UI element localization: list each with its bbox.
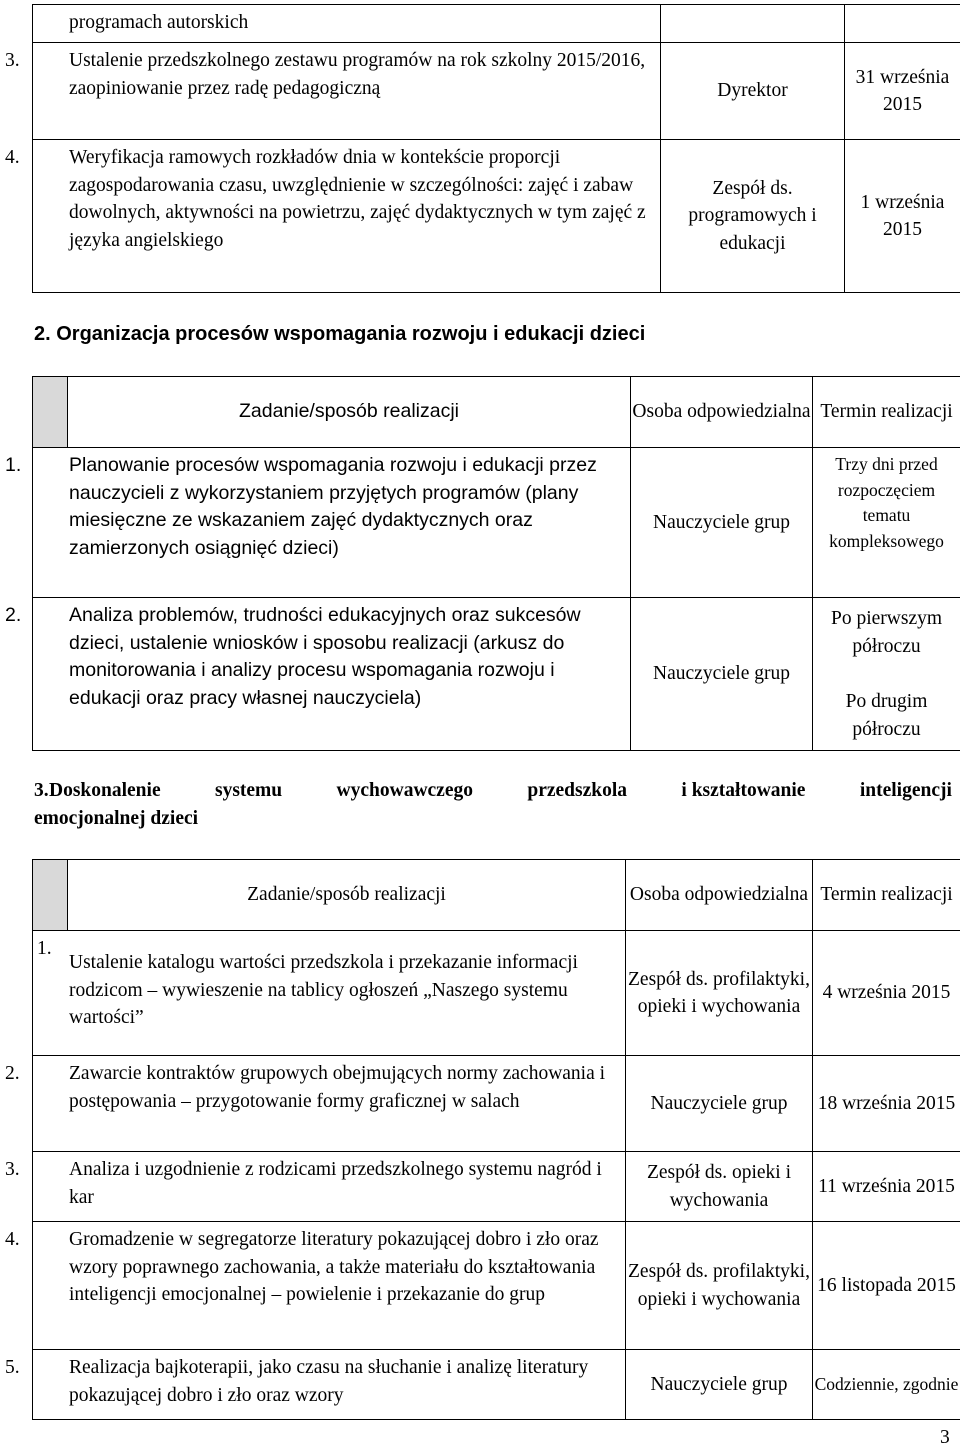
term-cell [845,5,960,43]
term-cell [813,1152,960,1222]
task-cell [33,931,626,1056]
task-cell [5,43,661,140]
responsible-person: Nauczyciele grup [653,511,790,533]
task-text: Analiza i uzgodnienie z rodzicami przedszkolnego systemu nagród i kar [69,1159,602,1208]
table-row [33,1350,960,1420]
deadline: 31 września 2015 [855,66,950,115]
person-cell [661,5,845,43]
table-row [33,1222,960,1350]
header-number-cell [33,860,68,931]
responsible-person: Zespół ds. profilaktyki, opieki i wychowania [628,1261,810,1310]
term-cell [813,448,960,598]
section-2-heading: 2. Organizacja procesów wspomagania rozwoju i edukacji dzieci [34,323,646,345]
table-header-row [33,860,960,931]
top-table [5,4,960,293]
person-cell [626,1152,813,1222]
deadline: 1 września 2015 [860,191,945,240]
term-cell [813,931,960,1056]
header-person: Osoba odpowiedzialna [631,377,813,448]
header-number-cell [33,377,68,448]
person-cell [661,43,845,140]
deadline: Po pierwszym półroczu [830,608,943,657]
term-cell [813,1350,960,1420]
deadline: Codziennie, zgodnie [814,1373,959,1394]
table-row [33,598,960,751]
table-row [33,140,960,293]
table-row [33,1152,960,1222]
task-cell [5,1350,626,1420]
section-3-table [5,859,960,1420]
responsible-person: Dyrektor [717,80,788,102]
deadline: 18 września 2015 [817,1092,956,1114]
header-task: Zadanie/sposób realizacji [68,377,631,448]
task-cell [5,1152,626,1222]
task-text: Weryfikacja ramowych rozkładów dnia w kontekście proporcji zagospodarowania czasu, uwzględnienie w szczególności: zajęć i zabaw dowolnych, aktywności na powietrzu, zajęć dydaktycznych w tym zajęć z języka angielskiego [69,147,646,251]
term-cell [813,598,960,751]
task-text: Planowanie procesów wspomagania rozwoju i edukacji przez nauczycieli z wykorzystaniem przyjętych programów (plany miesięczne ze wskazaniem zajęć dydaktycznych oraz zamierzonych osiągnięć dzieci) [69,454,597,559]
row-number: 2. [5,1063,20,1084]
section-3-heading-line2: emocjonalnej dzieci [34,807,199,829]
row-number: 4. [5,147,20,168]
task-cell [5,1056,626,1152]
row-number: 2. [5,604,22,626]
task-text: Zawarcie kontraktów grupowych obejmujących normy zachowania i postępowania – przygotowanie formy graficznej w salach [69,1063,606,1112]
person-cell [661,140,845,293]
task-cell [5,598,631,751]
deadline: Po drugim półroczu [845,691,928,740]
task-text: Realizacja bajkoterapii, jako czasu na słuchanie i analizę literatury pokazującej dobro i zło oraz wzory [69,1357,589,1406]
responsible-person: Zespół ds. opieki i wychowania [646,1162,792,1211]
row-number: 5. [5,1357,20,1378]
deadline: Trzy dni przed rozpoczęciem tematu kompleksowego [829,454,944,551]
person-cell [626,1056,813,1152]
term-cell [813,1056,960,1152]
task-cell [5,448,631,598]
deadline: 4 września 2015 [822,982,951,1004]
section-3-heading [34,777,952,832]
deadline: 11 września 2015 [818,1175,955,1197]
header-term: Termin realizacji [813,860,960,931]
task-cell [33,5,661,43]
row-number: 4. [5,1229,20,1250]
term-cell [813,1222,960,1350]
header-person: Osoba odpowiedzialna [626,860,813,931]
person-cell [631,598,813,751]
task-cell [5,1222,626,1350]
deadline: 16 listopada 2015 [817,1274,956,1296]
task-text: Ustalenie katalogu wartości przedszkola i przekazanie informacji rodzicom – wywieszenie na tablicy ogłoszeń „Naszego systemu wartości” [69,952,578,1028]
responsible-person: Nauczyciele grup [653,663,790,685]
table-row [33,448,960,598]
task-text: Ustalenie przedszkolnego zestawu programów na rok szkolny 2015/2016, zaopiniowanie przez radę pedagogiczną [69,50,646,99]
term-cell [845,43,960,140]
task-text: Analiza problemów, trudności edukacyjnych oraz sukcesów dzieci, ustalenie wniosków i sposobu realizacji (arkusz do monitorowania i analizy procesu wspomagania rozwoju i edukacji oraz pracy własnej nauczyciela) [69,604,581,709]
row-number: 3. [5,1159,20,1180]
page-number: 3 [940,1427,950,1448]
person-cell [626,1350,813,1420]
header-term: Termin realizacji [813,377,960,448]
section-2-table [5,376,960,751]
responsible-person: Zespół ds. programowych i edukacji [688,177,817,254]
person-cell [626,1222,813,1350]
responsible-person: Nauczyciele grup [650,1092,788,1114]
row-number: 1. [37,938,52,959]
section-3-heading-line1: 3. Doskonalenie systemu wychowawczego przedszkola i kształtowanie inteligencji [34,780,952,801]
term-cell [845,140,960,293]
row-number: 3. [5,50,20,71]
table-row [33,5,960,43]
task-text: programach autorskich [69,12,249,33]
table-header-row [33,377,960,448]
table-row [33,43,960,140]
responsible-person: Nauczyciele grup [650,1373,788,1395]
task-text: Gromadzenie w segregatorze literatury pokazującej dobro i zło oraz wzory poprawnego zachowania, a także materiału do kształtowania inteligencji emocjonalnej – powielenie i przekazanie do grup [69,1229,599,1305]
task-cell [5,140,661,293]
responsible-person: Zespół ds. profilaktyki, opieki i wychowania [628,968,810,1017]
table-row [33,1056,960,1152]
header-task: Zadanie/sposób realizacji [68,860,626,931]
row-number: 1. [5,454,22,476]
person-cell [626,931,813,1056]
table-row [33,931,960,1056]
person-cell [631,448,813,598]
